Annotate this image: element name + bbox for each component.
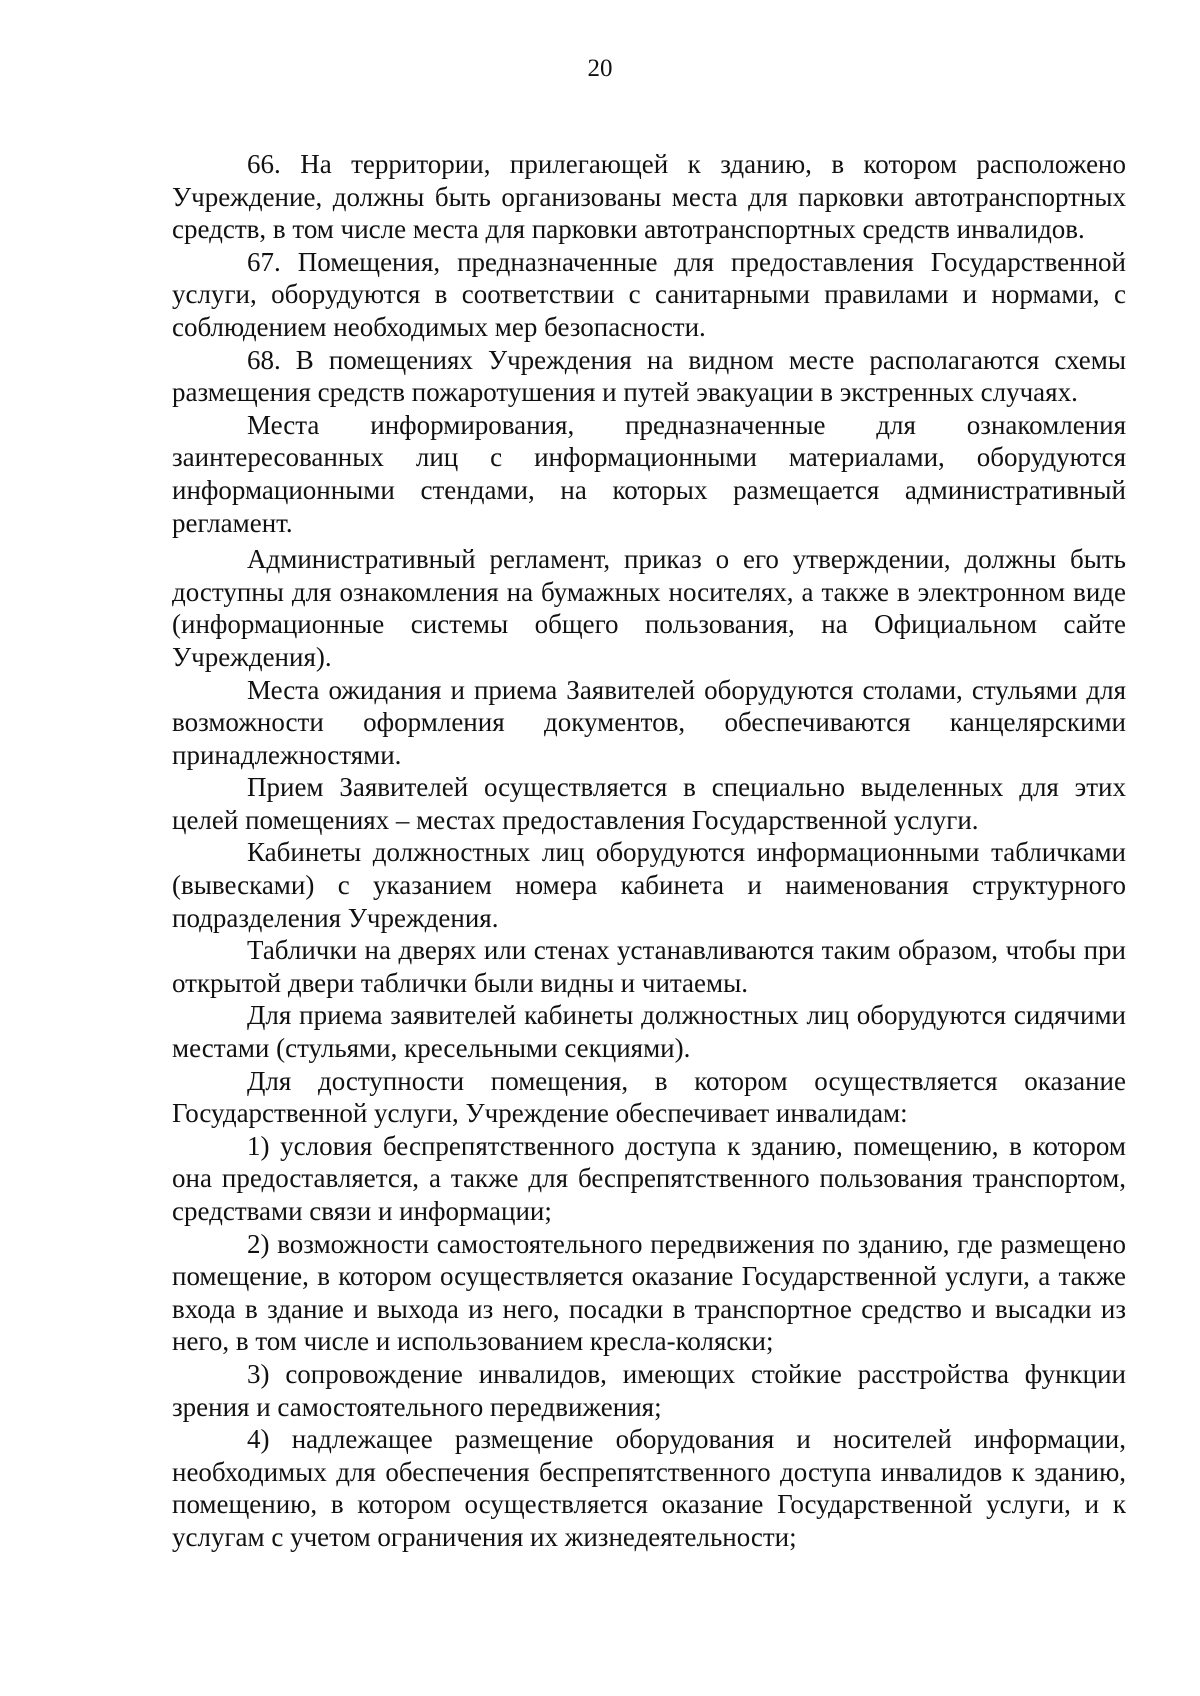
list-item-4: 4) надлежащее размещение оборудования и носителей информации, необходимых для обеспечения беспрепятственного доступа инвалидов к зданию, помещению, в котором осуществляется оказание Государственной услуги, и к услугам с учетом ограничения их жизнедеятельности;	[172, 1424, 1126, 1552]
paragraph-68-evacuation-schemes: 68. В помещениях Учреждения на видном месте располагаются схемы размещения средств пожаротушения и путей эвакуации в экстренных случаях.	[172, 344, 1126, 408]
paragraph-reception: Прием Заявителей осуществляется в специально выделенных для этих целей помещениях – местах предоставления Государственной услуги.	[172, 772, 1126, 835]
paragraph-office-signs: Кабинеты должностных лиц оборудуются информационными табличками (вывесками) с указанием номера кабинета и наименования структурного подразделения Учреждения.	[172, 837, 1126, 933]
list-item-1: 1) условия беспрепятственного доступа к зданию, помещению, в котором она предоставляется, а также для беспрепятственного пользования транспортом, средствами связи и информации;	[172, 1130, 1126, 1226]
paragraph-accessibility-intro: Для доступности помещения, в котором осуществляется оказание Государственной услуги, Учреждение обеспечивает инвалидам:	[172, 1065, 1126, 1129]
list-item-2: 2) возможности самостоятельного передвижения по зданию, где размещено помещение, в котором осуществляется оказание Государственной услуги, а также входа в здание и выхода из него, посадки в транспортное средство и высадки из него, в том числе и использованием кресла-коляски;	[172, 1228, 1126, 1357]
paragraph-67-premises: 67. Помещения, предназначенные для предоставления Государственной услуги, оборудуются в соответствии с санитарными правилами и нормами, с соблюдением необходимых мер безопасности.	[172, 246, 1126, 342]
document-body	[172, 148, 1126, 1554]
paragraph-information-places: Места информирования, предназначенные для ознакомления заинтересованных лиц с информационными материалами, оборудуются информационными стендами, на которых размещается административный регламент.	[172, 409, 1126, 538]
paragraph-seating: Для приема заявителей кабинеты должностных лиц оборудуются сидячими местами (стульями, кресельными секциями).	[172, 1000, 1126, 1064]
page-number: 20	[587, 55, 613, 82]
paragraph-door-plates: Таблички на дверях или стенах устанавливаются таким образом, чтобы при открытой двери таблички были видны и читаемы.	[172, 935, 1126, 998]
paragraph-regulation-access: Административный регламент, приказ о его утверждении, должны быть доступны для ознакомления на бумажных носителях, а также в электронном виде (информационные системы общего пользования, на Официальном сайте Учреждения).	[172, 544, 1126, 672]
paragraph-66-parking: 66. На территории, прилегающей к зданию, в котором расположено Учреждение, должны быть организованы места для парковки автотранспортных средств, в том числе места для парковки автотранспортных средств инвалидов.	[172, 149, 1126, 245]
list-item-3: 3) сопровождение инвалидов, имеющих стойкие расстройства функции зрения и самостоятельного передвижения;	[172, 1358, 1126, 1422]
paragraph-waiting-places: Места ожидания и приема Заявителей оборудуются столами, стульями для возможности оформления документов, обеспечиваются канцелярскими принадлежностями.	[172, 674, 1126, 770]
